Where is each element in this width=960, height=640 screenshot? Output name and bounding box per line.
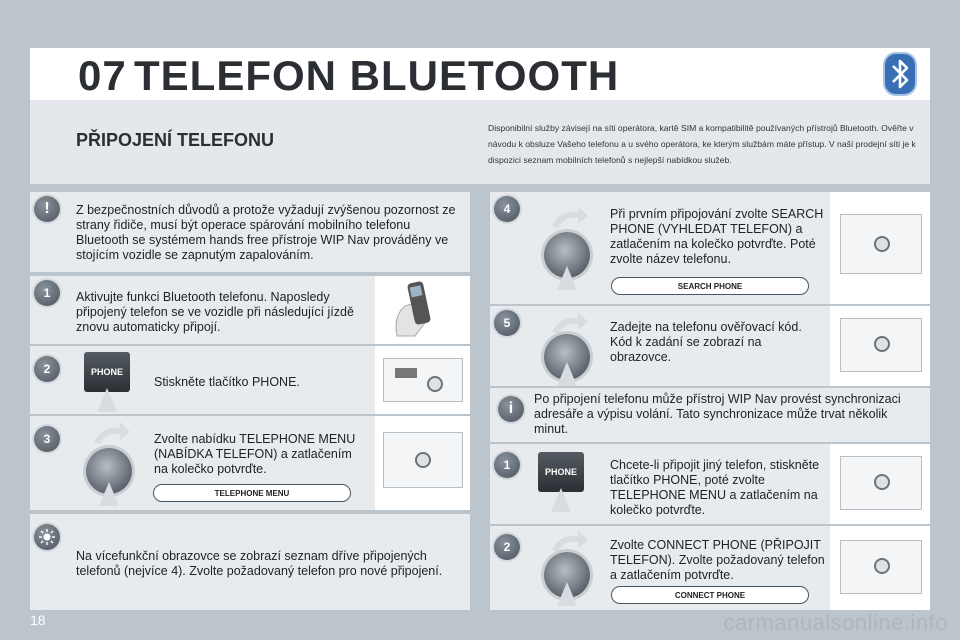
info-text: Po připojení telefonu může přístroj WIP Nav provést synchronizaci adresáře a výpisu volání. Tato synchronizace může trvat několik minut. — [534, 392, 901, 436]
press-arrow-icon — [557, 362, 577, 386]
step-3-badge: 3 — [34, 426, 60, 452]
other-step-2-radio — [830, 526, 930, 610]
rotate-arrow-icon — [90, 422, 130, 444]
press-arrow-icon — [557, 582, 577, 606]
step-3-text: Zvolte nabídku TELEPHONE MENU (NABÍDKA TELEFON) a zatlačením na kolečko potvrďte. — [154, 432, 356, 476]
step-5-badge: 5 — [494, 310, 520, 336]
press-arrow-icon — [557, 266, 577, 290]
telephone-menu-pill[interactable]: TELEPHONE MENU — [153, 484, 351, 502]
step-5-radio — [830, 306, 930, 386]
step-1-badge: 1 — [34, 280, 60, 306]
section-title: PŘIPOJENÍ TELEFONU — [76, 130, 275, 150]
step-5-text: Zadejte na telefonu ověřovací kód. Kód k zadání se zobrazí na obrazovce. — [610, 320, 802, 364]
step-2-radio — [375, 346, 470, 414]
warning-text: Z bezpečnostních důvodů a protože vyžadují zvýšenou pozornost ze strany řidiče, musí být operace spárování mobilního telefonu Bluetooth se systémem hands free přístroje WIP Nav prováděny ve stojícím vozidle se zapnutým zapalováním. — [76, 203, 456, 262]
step-1-image — [375, 276, 470, 344]
step-4-text: Při prvním připojování zvolte SEARCH PHONE (VYHLEDAT TELEFON) a zatlačením na kolečko potvrďte. Poté zvolte název telefonu. — [610, 207, 824, 266]
page-number: 18 — [30, 612, 46, 628]
rotate-arrow-icon — [548, 206, 588, 228]
info-icon: i — [498, 396, 524, 422]
phone-button[interactable]: PHONE — [538, 452, 584, 492]
other-step-1-radio — [830, 444, 930, 524]
watermark: carmanualsonline.info — [723, 610, 948, 635]
warning-badge: ! — [34, 196, 60, 222]
search-phone-pill[interactable]: SEARCH PHONE — [611, 277, 809, 295]
press-arrow-icon — [97, 388, 117, 412]
mobile-phone-icon — [375, 276, 470, 344]
other-step-2-badge: 2 — [494, 534, 520, 560]
other-step-1-badge: 1 — [494, 452, 520, 478]
bluetooth-icon — [878, 48, 922, 100]
rotate-arrow-icon — [548, 530, 588, 552]
intro-text: Disponibilní služby závisejí na síti operátora, kartě SIM a kompatibilitě používaných přístrojů Bluetooth. Ověřte v návodu k obsluze Vašeho telefonu a u svého operátora, ke kterým službám máte přístup. V naší prodejní síti je k dispozici seznam mobilních telefonů s nejlepší nabídkou služeb. — [488, 123, 916, 165]
page-title: TELEFON BLUETOOTH — [134, 52, 620, 99]
phone-button[interactable]: PHONE — [84, 352, 130, 392]
chapter-number: 07 — [78, 52, 127, 99]
rotate-arrow-icon — [548, 312, 588, 334]
step-4-radio — [830, 192, 930, 304]
press-arrow-icon — [551, 488, 571, 512]
step-2-badge: 2 — [34, 356, 60, 382]
step-1-text: Aktivujte funkci Bluetooth telefonu. Naposledy připojený telefon se ve vozidle při následující jízdě znovu automaticky připojí. — [76, 290, 354, 334]
tip-text: Na vícefunkční obrazovce se zobrazí seznam dříve připojených telefonů (nejvíce 4). Zvolte požadovaný telefon pro nové připojení. — [76, 549, 443, 578]
other-step-2-text: Zvolte CONNECT PHONE (PŘIPOJIT TELEFON). Zvolte požadovaný telefon a zatlačením potvrďte. — [610, 538, 825, 582]
other-step-1-text: Chcete-li připojit jiný telefon, stiskněte tlačítko PHONE, poté zvolte TELEPHONE MENU a zatlačením na kolečko potvrďte. — [610, 458, 820, 517]
connect-phone-pill[interactable]: CONNECT PHONE — [611, 586, 809, 604]
step-3-radio — [375, 416, 470, 510]
sun-icon — [34, 524, 60, 550]
step-2-text: Stiskněte tlačítko PHONE. — [154, 375, 300, 389]
step-4-badge: 4 — [494, 196, 520, 222]
press-arrow-icon — [99, 482, 119, 506]
